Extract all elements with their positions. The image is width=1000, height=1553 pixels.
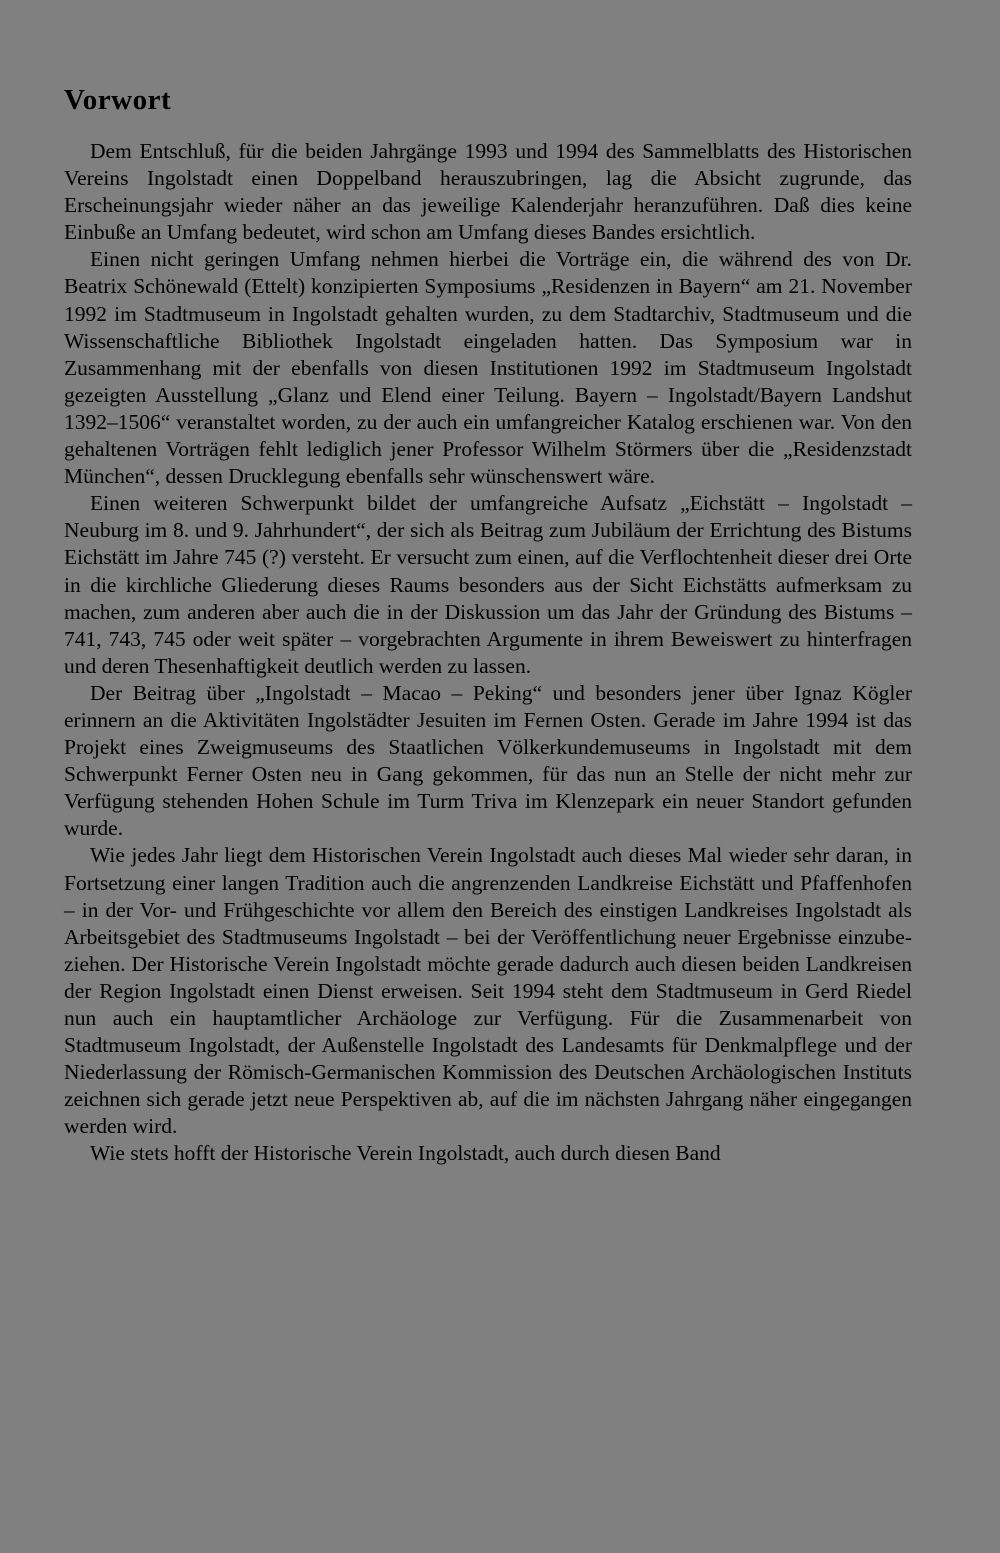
document-page (64, 80, 912, 1168)
paragraph-4: Der Beitrag über „Ingolstadt – Macao – Peking“ und besonders jener über Ignaz Kögler erinnern an die Aktivitäten Ingolstädter Jesuiten im Fernen Osten. Gerade im Jahre 1994 ist das Projekt eines Zweigmuseums des Staatlichen Völkerkundemuseums in Ingolstadt mit dem Schwerpunkt Ferner Osten neu in Gang gekommen, für das nun an Stelle der nicht mehr zur Verfügung stehenden Hohen Schule im Turm Triva im Klenzepark ein neuer Standort gefunden wurde. (64, 680, 912, 841)
paragraph-2: Einen nicht geringen Umfang nehmen hierbei die Vorträge ein, die während des von Dr. Beatrix Schönewald (Ettelt) konzipierten Symposiums „Residenzen in Bayern“ am 21. November 1992 im Stadtmuseum in Ingolstadt gehalten wurden, zu dem Stadtarchiv, Stadtmuseum und die Wissenschaftliche Bibliothek Ingolstadt eingeladen hatten. Das Symposium war in Zusammenhang mit der ebenfalls von diesen Institutionen 1992 im Stadtmuseum Ingolstadt gezeigten Ausstellung „Glanz und Elend einer Teilung. Bayern – Ingolstadt/Bayern Landshut 1392–1506“ veranstaltet worden, zu der auch ein umfangreicher Katalog erschienen war. Von den gehaltenen Vorträgen fehlt lediglich jener Professor Wilhelm Störmers über die „Residenzstadt München“, dessen Drucklegung ebenfalls sehr wünschenswert wäre. (64, 247, 912, 489)
paragraph-6: Wie stets hofft der Historische Verein Ingolstadt, auch durch diesen Band (90, 1141, 721, 1166)
paragraph-3: Einen weiteren Schwerpunkt bildet der umfangreiche Aufsatz „Eichstätt – Ingolstadt – Neuburg im 8. und 9. Jahrhundert“, der sich als Beitrag zum Jubiläum der Errichtung des Bistums Eichstätt im Jahre 745 (?) versteht. Er versucht zum einen, auf die Verflochtenheit dieser drei Orte in die kirchliche Gliederung dieses Raums besonders aus der Sicht Eichstätts aufmerksam zu machen, zum anderen aber auch die in der Diskussion um das Jahr der Gründung des Bistums – 741, 743, 745 oder weit später – vorgebrachten Argumente in ihrem Beweiswert zu hinterfragen und deren Thesenhaftigkeit deutlich werden zu lassen. (64, 491, 912, 678)
paragraph-1: Dem Entschluß, für die beiden Jahrgänge 1993 und 1994 des Sammelblatts des Historischen Vereins Ingolstadt einen Doppelband herauszubringen, lag die Absicht zugrunde, das Erscheinungsjahr wieder näher an das jeweilige Kalenderjahr heranzuführen. Daß dies keine Einbuße an Umfang bedeutet, wird schon am Umfang dieses Bandes ersichtlich. (64, 139, 912, 245)
paragraph-5: Wie jedes Jahr liegt dem Historischen Verein Ingolstadt auch dieses Mal wieder sehr daran, in Fortsetzung einer langen Tradition auch die angrenzenden Landkreise Eichstätt und Pfaffenhofen – in der Vor- und Frühgeschichte vor allem den Bereich des einstigen Landkreises Ingolstadt als Arbeitsgebiet des Stadtmuseums Ingolstadt – bei der Veröffentlichung neuer Ergebnisse einzubeziehen. Der Historische Verein Ingolstadt möchte gerade dadurch auch diesen beiden Landkreisen der Region Ingolstadt einen Dienst erweisen. Seit 1994 steht dem Stadtmuseum in Gerd Riedel nun auch ein hauptamtlicher Archäologe zur Verfügung. Für die Zusammenarbeit von Stadtmuseum Ingolstadt, der Außenstelle Ingolstadt des Landesamts für Denkmalpflege und der Niederlassung der Römisch-Germanischen Kommission des Deutschen Archäologischen Instituts zeichnen sich gerade jetzt neue Perspektiven ab, auf die im nächsten Jahrgang näher eingegangen werden wird. (64, 843, 912, 1139)
page-title: Vorwort (64, 84, 172, 116)
